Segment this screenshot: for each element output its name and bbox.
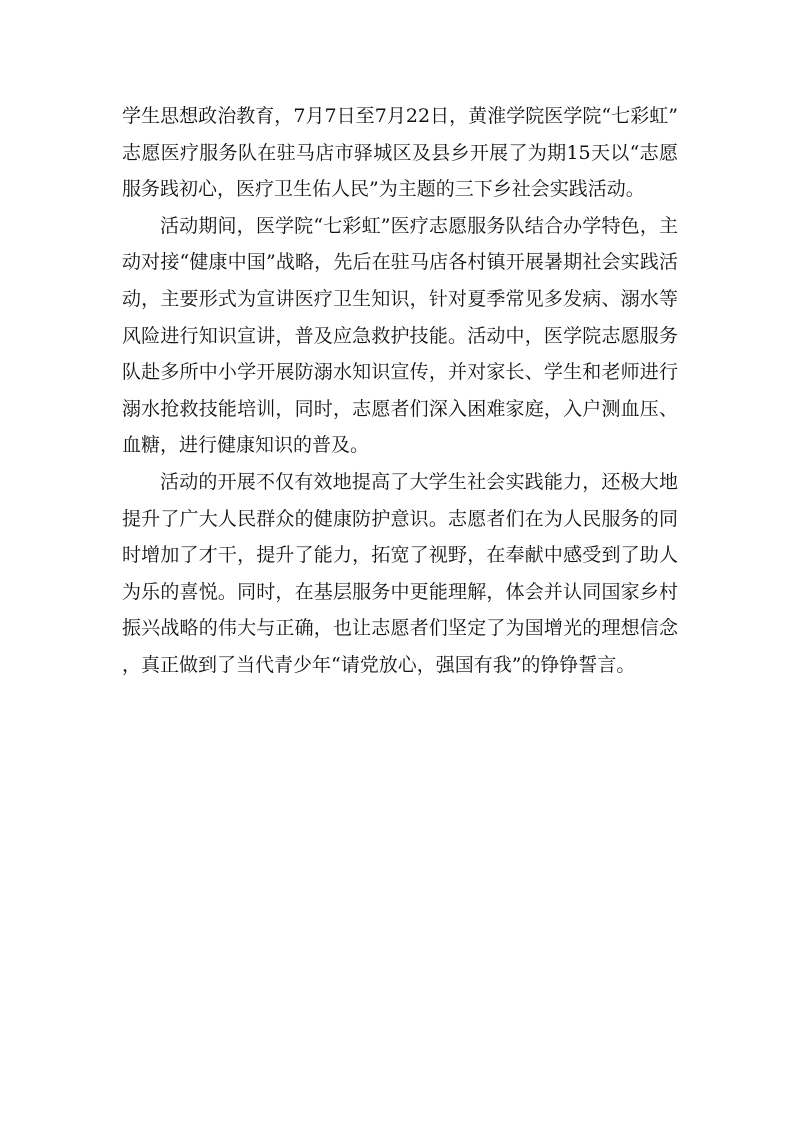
- document-body: [122, 98, 678, 684]
- paragraph-2: 活动期间，医学院“七彩虹”医疗志愿服务队结合办学特色，主动对接“健康中国”战略，先后在驻马店各村镇开展暑期社会实践活动，主要形式为宣讲医疗卫生知识，针对夏季常见多发病、溺水等风险进行知识宣讲，普及应急救护技能。活动中，医学院志愿服务队赴多所中小学开展防溺水知识宣传，并对家长、学生和老师进行溺水抢救技能培训，同时，志愿者们深入困难家庭，入户测血压、血糖，进行健康知识的普及。: [122, 214, 678, 457]
- paragraph-1: 学生思想政治教育，7月7日至7月22日，黄淮学院医学院“七彩虹”志愿医疗服务队在驻马店市驿城区及县乡开展了为期15天以“志愿服务践初心，医疗卫生佑人民”为主题的三下乡社会实践活动。: [122, 105, 678, 201]
- paragraph-3: 活动的开展不仅有效地提高了大学生社会实践能力，还极大地提升了广大人民群众的健康防护意识。志愿者们在为人民服务的同时增加了才干，提升了能力，拓宽了视野，在奉献中感受到了助人为乐的喜悦。同时，在基层服务中更能理解，体会并认同国家乡村振兴战略的伟大与正确，也让志愿者们坚定了为国增光的理想信念，真正做到了当代青少年“请党放心，强国有我”的铮铮誓言。: [122, 470, 678, 676]
